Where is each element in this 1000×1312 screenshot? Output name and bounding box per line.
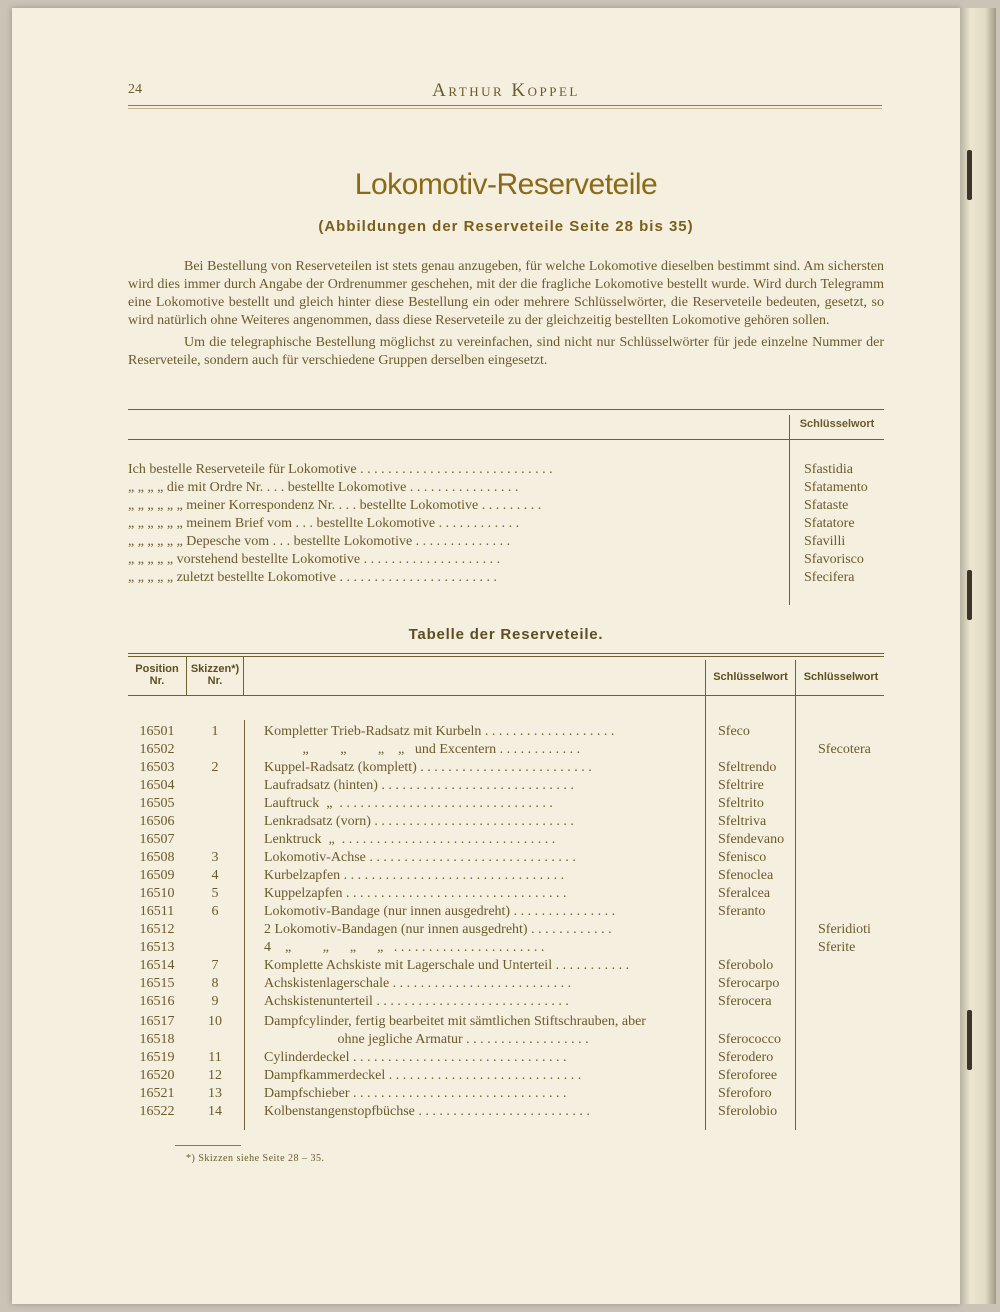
part-keyword: Sferoforee: [718, 1068, 778, 1083]
order-keyword: Sfastidia: [804, 462, 853, 477]
header-line: Position: [135, 663, 179, 675]
group-keyword: Sferite: [818, 940, 856, 955]
part-keyword: Sferalcea: [718, 886, 771, 901]
sketch-number: 6: [211, 904, 219, 919]
part-keyword: Sfeltriva: [718, 814, 767, 829]
order-text: „ „ „ „ „ zuletzt bestellte Lokomotive . . . . . . . . . . . . . . . . . . . . . . .: [128, 570, 497, 585]
part-description: ohne jegliche Armatur . . . . . . . . . . . . . . . . . .: [264, 1032, 589, 1047]
table-rule: [128, 439, 884, 440]
position-number: 16521: [139, 1086, 175, 1101]
position-number: 16514: [139, 958, 175, 973]
position-number: 16517: [139, 1014, 175, 1029]
part-description: Lokomotiv-Bandage (nur innen ausgedreht) . . . . . . . . . . . . . . .: [264, 904, 616, 919]
header-line: Nr.: [149, 675, 165, 687]
column-divider: [243, 656, 244, 695]
running-header: [128, 80, 884, 104]
part-description: Komplette Achskiste mit Lagerschale und Unterteil . . . . . . . . . . .: [264, 958, 630, 973]
book-page-edge: [960, 8, 996, 1304]
order-text: „ „ „ „ „ „ meiner Korrespondenz Nr. . . . bestellte Lokomotive . . . . . . . . .: [128, 498, 542, 513]
part-keyword: Sfeltrire: [718, 778, 764, 793]
position-number: 16508: [139, 850, 175, 865]
part-description: Achskistenunterteil . . . . . . . . . . . . . . . . . . . . . . . . . . . .: [264, 994, 569, 1009]
position-number: 16511: [139, 904, 175, 919]
part-keyword: Sferolobio: [718, 1104, 778, 1119]
group-keyword: Sferidioti: [818, 922, 871, 937]
part-description: Kurbelzapfen . . . . . . . . . . . . . . . . . . . . . . . . . . . . . . . .: [264, 868, 565, 883]
binding-mark: [967, 1010, 972, 1070]
intro-paragraph: Um die telegraphische Bestellung möglichst zu vereinfachen, sind nicht nur Schlüsselwörter für jede einzelne Nummer der Reserveteile, sondern auch für verschiedene Gruppen derselben eingesetzt.: [128, 335, 884, 368]
position-number: 16505: [139, 796, 175, 811]
brand-header: Arthur Koppel: [432, 80, 580, 101]
part-keyword: Sfendevano: [718, 832, 785, 847]
keyword-column-header: Schlüsselwort: [713, 671, 788, 683]
part-description: Kuppelzapfen . . . . . . . . . . . . . . . . . . . . . . . . . . . . . . . .: [264, 886, 567, 901]
position-number: 16507: [139, 832, 175, 847]
order-text: „ „ „ „ „ „ meinem Brief vom . . . bestellte Lokomotive . . . . . . . . . . . .: [128, 516, 520, 531]
part-description: Kolbenstangenstopfbüchse . . . . . . . . . . . . . . . . . . . . . . . . .: [264, 1104, 590, 1119]
sketch-number: 4: [211, 868, 219, 883]
intro-text: [128, 258, 884, 374]
sketch-number: 13: [208, 1086, 222, 1101]
position-number: 16519: [139, 1050, 175, 1065]
part-description: Lauftruck „ . . . . . . . . . . . . . . . . . . . . . . . . . . . . . . .: [264, 796, 553, 811]
order-text: „ „ „ „ „ vorstehend bestellte Lokomotive . . . . . . . . . . . . . . . . . . . .: [128, 552, 501, 567]
position-number: 16501: [139, 724, 175, 739]
column-divider: [789, 415, 790, 605]
column-divider: [244, 720, 245, 1130]
order-keyword: Sfecifera: [804, 570, 855, 585]
part-description: Dampfkammerdeckel . . . . . . . . . . . . . . . . . . . . . . . . . . . .: [264, 1068, 582, 1083]
part-description: Kuppel-Radsatz (komplett) . . . . . . . . . . . . . . . . . . . . . . . . .: [264, 760, 592, 775]
binding-mark: [967, 150, 972, 200]
position-number: 16504: [139, 778, 175, 793]
position-number: 16503: [139, 760, 175, 775]
parts-table-title: Tabelle der Reserveteile.: [408, 626, 604, 643]
position-number: 16513: [139, 940, 175, 955]
part-description: „ „ „ „ und Excentern . . . . . . . . . . . .: [264, 742, 581, 757]
sketch-number: 5: [211, 886, 219, 901]
sketch-number: 3: [211, 850, 219, 865]
header-line: Nr.: [207, 675, 223, 687]
part-description: 4 „ „ „ „ . . . . . . . . . . . . . . . . . . . . . .: [264, 940, 545, 955]
sketch-column-header: [187, 663, 243, 687]
sketch-number: 7: [211, 958, 219, 973]
table-rule: [128, 653, 884, 654]
part-description: Lokomotiv-Achse . . . . . . . . . . . . . . . . . . . . . . . . . . . . . .: [264, 850, 576, 865]
header-line: Skizzen*): [190, 663, 240, 675]
part-keyword: Sferobolo: [718, 958, 774, 973]
part-keyword: Sferococco: [718, 1032, 781, 1047]
page-title: Lokomotiv-Reserveteile: [354, 168, 658, 201]
part-description: Kompletter Trieb-Radsatz mit Kurbeln . . . . . . . . . . . . . . . . . . .: [264, 724, 615, 739]
order-keyword: Sfatamento: [804, 480, 868, 495]
order-text: „ „ „ „ die mit Ordre Nr. . . . bestellte Lokomotive . . . . . . . . . . . . . . . .: [128, 480, 519, 495]
part-description: Dampfschieber . . . . . . . . . . . . . . . . . . . . . . . . . . . . . . .: [264, 1086, 567, 1101]
group-keyword-column-header: Schlüsselwort: [803, 671, 879, 683]
part-keyword: Sferocera: [718, 994, 772, 1009]
column-divider: [795, 660, 796, 1130]
part-description: Lenktruck „ . . . . . . . . . . . . . . . . . . . . . . . . . . . . . . .: [264, 832, 556, 847]
order-text: „ „ „ „ „ „ Depesche vom . . . bestellte Lokomotive . . . . . . . . . . . . . .: [128, 534, 511, 549]
position-number: 16516: [139, 994, 175, 1009]
footnote-rule: [175, 1145, 241, 1146]
part-keyword: Sfeltrendo: [718, 760, 777, 775]
sketch-number: 8: [211, 976, 219, 991]
page-number: 24: [128, 82, 142, 97]
page-subtitle: (Abbildungen der Reserveteile Seite 28 bis 35): [318, 218, 694, 235]
column-divider: [705, 660, 706, 1130]
order-keyword: Sfavilli: [804, 534, 846, 549]
part-description: Dampfcylinder, fertig bearbeitet mit sämtlichen Stiftschrauben, aber: [264, 1014, 646, 1029]
keyword-column-header: Schlüsselwort: [799, 418, 875, 430]
part-description: Achskistenlagerschale . . . . . . . . . . . . . . . . . . . . . . . . . .: [264, 976, 572, 991]
position-number: 16502: [139, 742, 175, 757]
sketch-number: 2: [211, 760, 219, 775]
part-keyword: Sferoforo: [718, 1086, 772, 1101]
table-rule: [128, 409, 884, 410]
part-description: Cylinderdeckel . . . . . . . . . . . . . . . . . . . . . . . . . . . . . . .: [264, 1050, 567, 1065]
position-number: 16518: [139, 1032, 175, 1047]
sketch-number: 12: [208, 1068, 222, 1083]
position-number: 16520: [139, 1068, 175, 1083]
intro-paragraph: Bei Bestellung von Reserveteilen ist stets genau anzugeben, für welche Lokomotive dieselben bestimmt sind. Am sichersten wird dies immer durch Angabe der Ordrenummer geschehen, mit der die fragliche Lokomotive bestellt wurde. Wird durch Telegramm eine Lokomotive bestellt und gleich hinter diese Bestellung ein oder mehrere Schlüsselwörter, die Reserveteile bedeuten, gesetzt, so wird natürlich ohne Weiteres angenommen, dass diese Reserveteile zu der gleichzeitig bestellten Lokomotive gehören sollen.: [128, 259, 884, 328]
part-description: 2 Lokomotiv-Bandagen (nur innen ausgedreht) . . . . . . . . . . . .: [264, 922, 612, 937]
position-number: 16509: [139, 868, 175, 883]
part-keyword: Sfenoclea: [718, 868, 774, 883]
order-keyword: Sfatatore: [804, 516, 855, 531]
part-description: Laufradsatz (hinten) . . . . . . . . . . . . . . . . . . . . . . . . . . . .: [264, 778, 574, 793]
binding-mark: [967, 570, 972, 620]
table-rule: [128, 656, 884, 657]
position-number: 16522: [139, 1104, 175, 1119]
order-text: Ich bestelle Reserveteile für Lokomotive . . . . . . . . . . . . . . . . . . . . . . . . . . . .: [128, 462, 553, 477]
part-keyword: Sferocarpo: [718, 976, 780, 991]
position-number: 16506: [139, 814, 175, 829]
sketch-number: 11: [208, 1050, 222, 1065]
position-number: 16512: [139, 922, 175, 937]
sketch-number: 9: [211, 994, 219, 1009]
sketch-number: 1: [211, 724, 219, 739]
part-keyword: Sfeco: [718, 724, 750, 739]
part-keyword: Sferodero: [718, 1050, 774, 1065]
order-keyword: Sfavorisco: [804, 552, 864, 567]
header-rule: [128, 108, 882, 109]
part-description: Lenkradsatz (vorn) . . . . . . . . . . . . . . . . . . . . . . . . . . . . .: [264, 814, 574, 829]
footnote: *) Skizzen siehe Seite 28 – 35.: [186, 1153, 325, 1164]
position-number: 16515: [139, 976, 175, 991]
sketch-number: 10: [208, 1014, 222, 1029]
part-keyword: Sferanto: [718, 904, 766, 919]
header-rule: [128, 105, 882, 106]
group-keyword: Sfecotera: [818, 742, 871, 757]
table-rule: [128, 695, 884, 696]
order-keyword: Sfataste: [804, 498, 849, 513]
part-keyword: Sfeltrito: [718, 796, 764, 811]
position-number: 16510: [139, 886, 175, 901]
sketch-number: 14: [208, 1104, 222, 1119]
part-keyword: Sfenisco: [718, 850, 767, 865]
position-column-header: [128, 663, 186, 687]
